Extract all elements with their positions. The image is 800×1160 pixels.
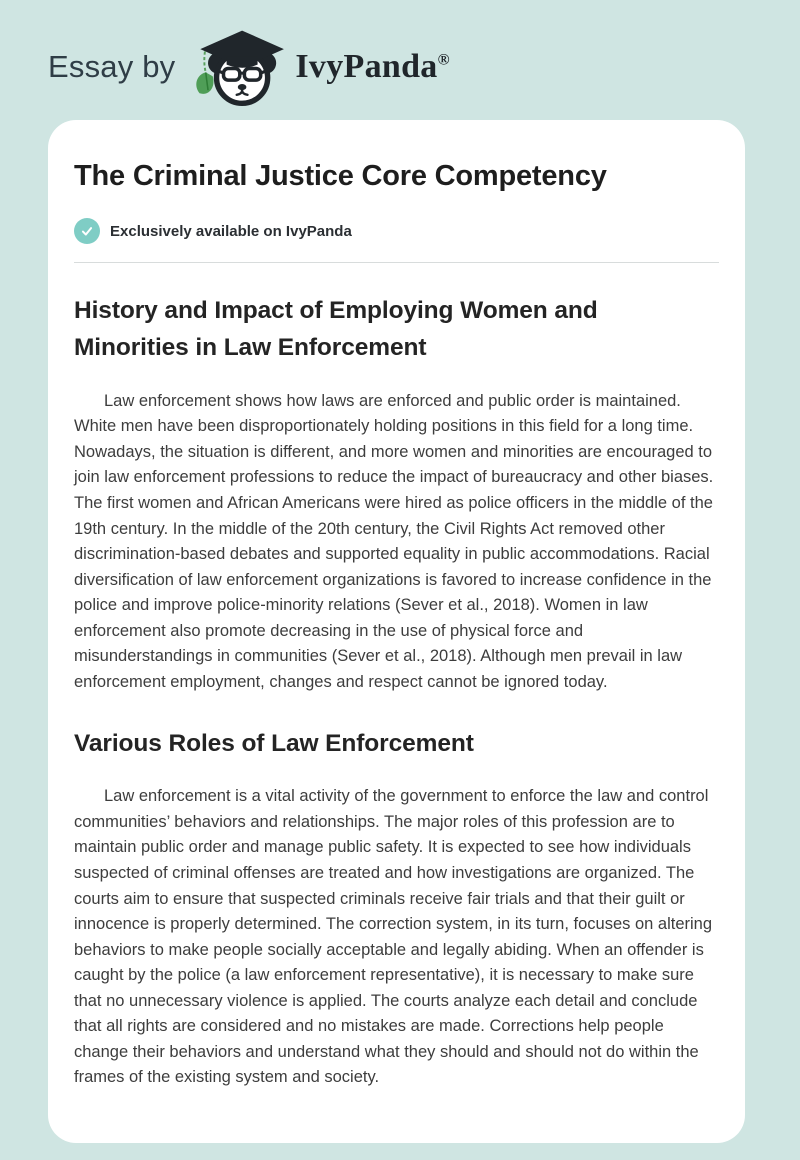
- panda-graduate-icon: [191, 29, 287, 108]
- registered-mark: ®: [437, 51, 450, 69]
- check-icon: [74, 218, 100, 244]
- section-heading-roles: Various Roles of Law Enforcement: [74, 729, 474, 757]
- divider: [74, 262, 719, 263]
- header-prefix: Essay by: [48, 49, 176, 84]
- essay-card: [48, 120, 745, 1143]
- badge-label: Exclusively available on IvyPanda: [110, 222, 352, 240]
- availability-badge: [74, 218, 719, 244]
- section-paragraph-history: Law enforcement shows how laws are enforced and public order is maintained. White men have been disproportionately holding positions in this field for a long time. Nowadays, the situation is different, and more women and minorities are encouraged to join law enforcement professions to reduce the impact of bureaucracy and other biases. The first women and African Americans were hired as police officers in the middle of the 19th century. In the middle of the 20th century, the Civil Rights Act removed other discrimination-based debates and supported equality in public accommodations. Racial diversification of law enforcement organizations is favored to increase confidence in the police and improve police-minority relations (Sever et al., 2018). Women in law enforcement also promote decreasing in the use of physical force and misunderstandings in communities (Sever et al., 2018). Although men prevail in law enforcement employment, changes and respect cannot be ignored today.: [74, 391, 714, 691]
- essay-title: The Criminal Justice Core Competency: [74, 160, 607, 192]
- section-paragraph-roles: Law enforcement is a vital activity of the government to enforce the law and control communities’ behaviors and relationships. The major roles of this profession are to maintain public order and manage public safety. It is expected to see how individuals suspected of criminal offenses are treated and how investigations are organized. The courts aim to ensure that suspected criminals receive fair trials and that their guilt or innocence is properly determined. The correction system, in its turn, focuses on altering behaviors to make people socially acceptable and legally abiding. When an offender is caught by the police (a law enforcement representative), it is necessary to make sure that no unnecessary violence is applied. The courts analyze each detail and conclude that all rights are considered and no mistakes are made. Corrections help people change their behaviors and understand what they should and should not do within the frames of the existing system and society.: [74, 787, 713, 1087]
- header: [0, 0, 800, 96]
- brand-text: IvyPanda: [295, 48, 438, 85]
- brand-name: [295, 48, 449, 86]
- section-heading-history: History and Impact of Employing Women and Minorities in Law Enforcement: [74, 297, 598, 361]
